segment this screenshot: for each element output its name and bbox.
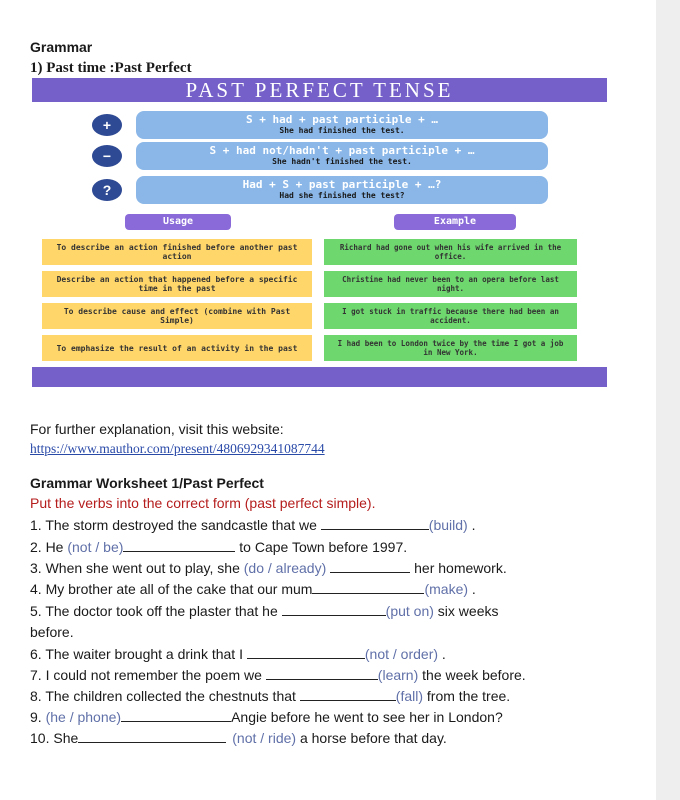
exercise-text: 3. When she went out to play, she (30, 560, 244, 576)
exercise-text: 10. She (30, 730, 79, 746)
exercise-item-5-continued (30, 623, 74, 641)
verb-hint: (not / ride) (232, 730, 297, 746)
usage-row-3: To describe cause and effect (combine with Past Simple) (42, 303, 312, 329)
answer-blank[interactable] (266, 668, 378, 680)
verb-hint: (make) (424, 581, 469, 597)
answer-blank[interactable] (321, 518, 429, 530)
negative-form (136, 142, 548, 170)
exercise-text: 5. The doctor took off the plaster that he (30, 603, 282, 619)
exercise-text: 8. The children collected the chestnuts that (30, 688, 300, 704)
worksheet-instruction: Put the verbs into the correct form (past perfect simple). (30, 495, 376, 511)
further-explanation-text: For further explanation, visit this website: (30, 421, 284, 437)
exercise-text: 2. He (30, 539, 68, 555)
question-form (136, 176, 548, 204)
verb-hint: (not / order) (364, 646, 439, 662)
example-tag: Example (394, 214, 516, 230)
verb-hint: (put on) (385, 603, 434, 619)
exercise-item-10 (30, 729, 447, 747)
answer-blank[interactable] (78, 731, 226, 743)
exercise-item-7 (30, 666, 526, 684)
right-margin-strip (656, 0, 680, 800)
exercise-text: to Cape Town before 1997. (235, 539, 408, 555)
answer-blank[interactable] (123, 540, 235, 552)
answer-blank[interactable] (121, 710, 231, 722)
verb-hint: (build) (428, 517, 468, 533)
question-formula: Had + S + past participle + …? (242, 178, 442, 191)
answer-blank[interactable] (312, 582, 424, 594)
affirmative-formula: S + had + past participle + … (245, 113, 439, 126)
negative-example: She hadn't finished the test. (272, 157, 412, 166)
answer-blank[interactable] (247, 647, 365, 659)
exercise-item-5 (30, 602, 498, 620)
verb-hint: (he / phone) (45, 709, 122, 725)
negative-symbol: − (92, 145, 122, 167)
exercise-text: her homework. (410, 560, 507, 576)
exercise-item-9 (30, 708, 503, 726)
usage-row-2: Describe an action that happened before a specific time in the past (42, 271, 312, 297)
exercise-text: from the tree. (423, 688, 511, 704)
exercise-item-8 (30, 687, 510, 705)
affirmative-example: She had finished the test. (279, 126, 405, 135)
example-row-1: Richard had gone out when his wife arrived in the office. (324, 239, 577, 265)
question-symbol: ? (92, 179, 122, 201)
exercise-text: Angie before he went to see her in London? (231, 709, 503, 725)
section-heading: Grammar (30, 39, 93, 55)
exercise-text: 1. The storm destroyed the sandcastle that we (30, 517, 321, 533)
lesson-subtitle: 1) Past time :Past Perfect (30, 60, 192, 76)
exercise-text: 9. (30, 709, 46, 725)
affirmative-form (136, 111, 548, 139)
answer-blank[interactable] (330, 561, 410, 573)
exercise-text: 6. The waiter brought a drink that I (30, 646, 247, 662)
verb-hint: (not / be) (67, 539, 124, 555)
usage-row-1: To describe an action finished before another past action (42, 239, 312, 265)
past-perfect-infographic (32, 78, 607, 388)
answer-blank[interactable] (300, 689, 396, 701)
exercise-item-4 (30, 580, 476, 598)
mauthor-link[interactable]: https://www.mauthor.com/present/4806929341087744 (30, 441, 325, 456)
exercise-text: 7. I could not remember the poem we (30, 667, 266, 683)
answer-blank[interactable] (282, 604, 386, 616)
affirmative-symbol: + (92, 114, 122, 136)
question-example: Had she finished the test? (279, 191, 405, 200)
exercise-text: a horse before that day. (296, 730, 447, 746)
exercise-text: the week before. (418, 667, 526, 683)
exercise-item-6 (30, 645, 446, 663)
example-row-4: I had been to London twice by the time I got a job in New York. (324, 335, 577, 361)
verb-hint: (fall) (395, 688, 424, 704)
verb-hint: (learn) (377, 667, 419, 683)
exercise-text: . (467, 517, 476, 533)
negative-formula: S + had not/hadn't + past participle + … (209, 144, 475, 157)
usage-row-4: To emphasize the result of an activity in the past (42, 335, 312, 361)
exercise-text: six weeks (433, 603, 499, 619)
exercise-text: before. (30, 624, 74, 640)
exercise-item-1 (30, 516, 475, 534)
exercise-item-3 (30, 559, 507, 577)
exercise-text: . (438, 646, 446, 662)
exercise-text: . (468, 581, 476, 597)
usage-tag: Usage (125, 214, 231, 230)
exercise-text: 4. My brother ate all of the cake that our mum (30, 581, 313, 597)
worksheet-title: Grammar Worksheet 1/Past Perfect (30, 475, 264, 491)
infographic-bottom-band (32, 367, 607, 387)
example-row-2: Christine had never been to an opera before last night. (324, 271, 577, 297)
infographic-title: PAST PERFECT TENSE (185, 78, 454, 102)
verb-hint: (do / already) (243, 560, 327, 576)
exercise-item-2 (30, 538, 407, 556)
example-row-3: I got stuck in traffic because there had been an accident. (324, 303, 577, 329)
